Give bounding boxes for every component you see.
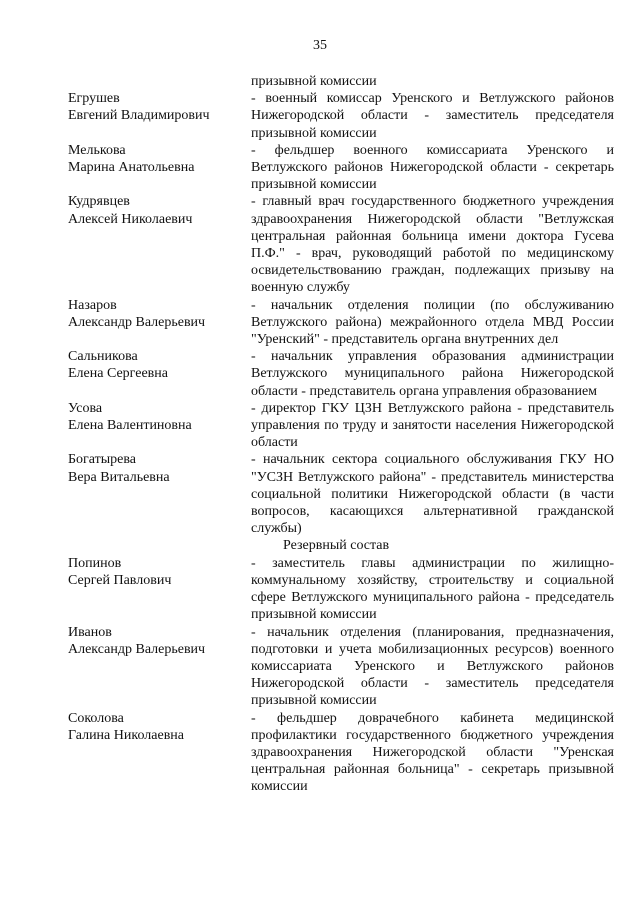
member-name — [68, 90, 251, 142]
member-name — [68, 451, 251, 537]
page-number: 35 — [313, 38, 327, 53]
member-surname: Сальникова — [68, 349, 138, 365]
member-name — [68, 142, 251, 194]
member-role: - начальник сектора социального обслуживания ГКУ НО "УСЗН Ветлужского района" - представитель министерства социальной политики Нижегородской области (в части вопросов, касающихся альтернативной гражданской службы) — [251, 452, 614, 537]
member-entry — [68, 451, 614, 537]
member-entry — [68, 400, 614, 452]
reserve-member-entry — [68, 710, 614, 796]
member-role: - фельдшер доврачебного кабинета медицинской профилактики государственного бюджетного учреждения здравоохранения Нижегородской области "Уренская центральная районная больница" - секретарь призывной комиссии — [251, 710, 614, 795]
member-entry — [68, 142, 614, 194]
member-surname: Усова — [68, 400, 103, 416]
member-role: - начальник управления образования администрации Ветлужского муниципального района Нижегородской области - представитель органа управления образованием — [251, 349, 614, 399]
member-name — [68, 555, 251, 624]
member-name — [68, 193, 251, 296]
member-name — [68, 400, 251, 452]
member-entry — [68, 90, 614, 142]
member-surname: Егрушев — [68, 91, 120, 107]
member-name — [68, 710, 251, 796]
member-given-names: Александр Валерьевич — [68, 314, 206, 330]
member-surname: Кудрявцев — [68, 194, 130, 210]
reserve-member-entry — [68, 555, 614, 624]
member-role: - фельдшер военного комиссариата Уренского и Ветлужского районов Нижегородской области - секретарь призывной комиссии — [251, 142, 614, 193]
member-given-names: Елена Валентиновна — [68, 418, 192, 434]
intro-continuation-row — [68, 73, 614, 90]
reserve-section-heading: Резервный состав — [283, 538, 390, 554]
reserve-member-entry — [68, 624, 614, 710]
member-name — [68, 624, 251, 710]
member-surname: Богатырева — [68, 452, 137, 468]
member-role: - заместитель главы администрации по жилищно-коммунальному хозяйству, строительству и социальной сфере Ветлужского муниципального района - председатель призывной комиссии — [251, 555, 614, 623]
member-surname: Соколова — [68, 710, 124, 726]
commission-member-list — [68, 73, 614, 796]
member-given-names: Вера Витальевна — [68, 469, 170, 485]
member-given-names: Сергей Павлович — [68, 572, 172, 588]
member-role: - начальник отделения (планирования, предназначения, подготовки и учета мобилизационных ресурсов) военного комиссариата Уренского и Ветлужского районов Нижегородской области - заместитель председателя призывной комиссии — [251, 624, 614, 709]
member-entry — [68, 193, 614, 296]
member-entry — [68, 297, 614, 349]
member-given-names: Александр Валерьевич — [68, 641, 206, 657]
member-surname: Попинов — [68, 555, 122, 571]
member-name-empty — [68, 73, 251, 90]
member-role: - директор ГКУ ЦЗН Ветлужского района - представитель управления по труду и занятости населения Нижегородской области — [251, 400, 614, 451]
member-surname: Мелькова — [68, 142, 126, 158]
member-surname: Назаров — [68, 297, 117, 313]
member-given-names: Елена Сергеевна — [68, 366, 168, 382]
member-name — [68, 297, 251, 349]
member-given-names: Марина Анатольевна — [68, 160, 195, 176]
member-role: - главный врач государственного бюджетного учреждения здравоохранения Нижегородской области "Ветлужская центральная районная больница имени доктора Гусева П.Ф." - врач, руководящий работой по медицинскому освидетельствованию граждан, подлежащих призыву на военную службу — [251, 194, 614, 296]
member-given-names: Евгений Владимирович — [68, 108, 210, 124]
member-given-names: Галина Николаевна — [68, 727, 185, 743]
member-role: - военный комиссар Уренского и Ветлужского районов Нижегородской области - заместитель председателя призывной комиссии — [251, 91, 614, 141]
member-surname: Иванов — [68, 624, 112, 640]
intro-continuation: призывной комиссии — [251, 74, 377, 89]
member-name — [68, 348, 251, 400]
member-entry — [68, 348, 614, 400]
member-given-names: Алексей Николаевич — [68, 211, 193, 227]
member-role: - начальник отделения полиции (по обслуживанию Ветлужского района) межрайонного отдела МВД России "Уренский" - представитель органа внутренних дел — [251, 297, 614, 348]
